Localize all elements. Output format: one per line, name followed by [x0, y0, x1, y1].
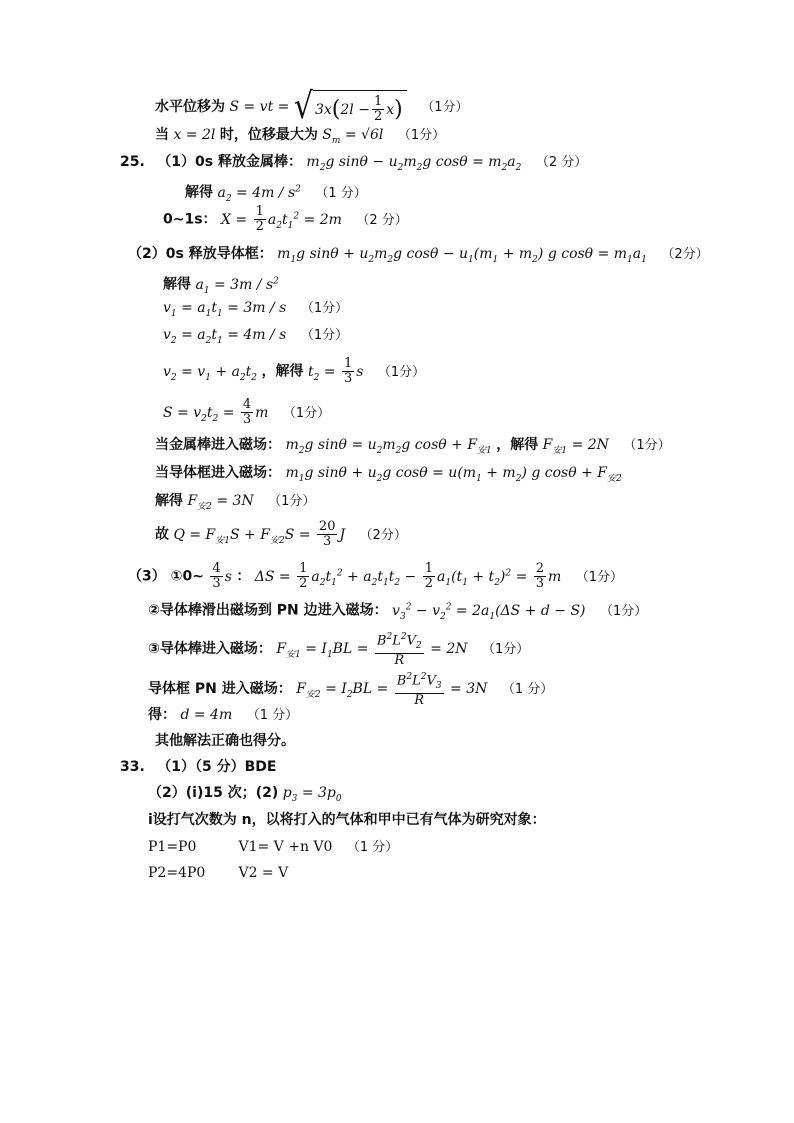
line-33-1 — [120, 758, 276, 776]
line-frame-force — [148, 670, 553, 708]
math-formula: $F_{安2} = I_2BL$ = $\frac{B^2L^2V_3}{R}$ = 3N — [296, 672, 488, 708]
math-formula: $F_{安2} = 3N$ — [187, 493, 254, 512]
text: （2）0s 释放导体框： — [128, 246, 273, 262]
text: 解得 — [163, 276, 191, 293]
math-formula: $v_3^2 - v_2^2 = 2a_1(\Delta S + d - S)$ — [392, 602, 586, 622]
line-t2 — [163, 357, 425, 386]
math-formula: $a_2 = 4m / s^2$ — [217, 184, 301, 204]
text: ③导体棒进入磁场： — [148, 640, 272, 657]
line-rod-force — [148, 630, 529, 668]
math-formula: $F_{安1} = I_1BL$ = $\frac{B^2L^2V_2}{R}$ = 2N — [276, 632, 468, 668]
text: ： — [236, 568, 251, 585]
math-formula: $\frac{4}{3}$ s — [212, 561, 232, 591]
line-Q — [155, 520, 407, 549]
math-formula: $a_1 = 3m / s^2$ — [195, 276, 279, 296]
text: 解得 — [155, 493, 183, 509]
math-formula: $Q = F_{安1}S + F_{安2}S$ = $\frac{20}{3}$ J — [173, 519, 346, 549]
text: （3） ①0~ — [128, 568, 204, 585]
line-25-2 — [128, 245, 709, 269]
points: （1 分） — [246, 708, 299, 723]
math-formula: $v_2 = v_1 + a_2t_2$ — [163, 363, 258, 383]
line-max-displacement — [155, 126, 445, 150]
text: 水平位移为 — [155, 99, 225, 115]
math-formula: $S_m = √6l$ — [322, 127, 384, 146]
line-rod-exits — [148, 598, 647, 625]
math-formula: $v_1 = a_1t_1 = 3m / s$ — [163, 300, 287, 319]
points: （1分） — [300, 301, 349, 316]
line-S — [163, 398, 330, 427]
line-state1 — [148, 838, 398, 857]
points: （2 分） — [535, 155, 588, 170]
math-formula: d = 4m — [180, 707, 233, 723]
text: 导体框 PN 进入磁场： — [148, 680, 292, 697]
math-formula: S = vt = √ 3x ( 2l − $\frac{1}{2}$ x ) — [229, 99, 411, 115]
text: P1=P0 — [148, 839, 197, 855]
text: 故 — [155, 526, 169, 543]
points: （1 分） — [501, 681, 554, 697]
question-number: 25. — [120, 154, 145, 170]
text: ⅰ设打气次数为 n，以将打入的气体和甲中已有气体为研究对象： — [148, 812, 546, 828]
line-solve-a2 — [185, 180, 367, 207]
math-formula: $F_{安1} = 2N$ — [542, 437, 609, 456]
points: （1分） — [575, 569, 624, 585]
math-formula: x = 2l — [173, 127, 216, 143]
points: （1分） — [377, 364, 426, 380]
line-rod-enters — [155, 436, 671, 460]
text: V1= V +n V0 — [238, 839, 333, 855]
points: （1分） — [397, 128, 446, 143]
points: （1分） — [421, 100, 469, 115]
text: 其他解法正确也得分。 — [155, 733, 295, 749]
line-33-2 — [148, 784, 342, 808]
points: （1分） — [623, 438, 671, 453]
line-horizontal-displacement — [155, 85, 469, 128]
text: P2=4P0 — [148, 865, 206, 881]
math-formula: ΔS = $\frac{1}{2}$ $a_2t_1^2 + a_2t_1t_2$ − $\frac{1}{2}$ $a_1(t_1 + t_2)^2$ = $\frac{2}{3}$ m — [254, 561, 562, 591]
text: 当 — [155, 127, 169, 143]
points: （2分） — [359, 527, 407, 543]
line-solve-a1 — [163, 272, 279, 299]
text: ②导体棒滑出磁场到 PN 边进入磁场： — [148, 602, 388, 619]
points: （1分） — [599, 603, 648, 619]
points: （1分） — [282, 405, 331, 421]
question-number: 33. — [120, 759, 145, 775]
text: 当导体框进入磁场： — [155, 465, 281, 481]
line-state2 — [148, 864, 288, 882]
text: 得： — [148, 707, 176, 723]
line-frame-enters — [155, 464, 622, 488]
line-0-1s — [163, 205, 408, 234]
line-v2 — [163, 326, 348, 350]
line-25-1 — [120, 153, 587, 177]
points: （1 分） — [315, 185, 367, 201]
text: （1）0s 释放金属棒： — [157, 154, 302, 170]
math-formula: $p_3 = 3p_0$ — [282, 785, 342, 804]
line-setup — [148, 811, 546, 829]
text: ，解得 — [261, 363, 304, 380]
math-formula: $m_2g$ $\sin\theta - u_2m_2g$ $\cos\theta = m_2a_2$ — [306, 154, 522, 173]
math-formula: X = $\frac{1}{2}$ $a_2t_1^2 = 2m$ — [221, 204, 342, 234]
text: ，解得 — [496, 437, 539, 453]
points: （1分） — [481, 641, 530, 657]
line-d — [148, 706, 298, 725]
math-formula: $m_2g$ $\sin\theta = u_2m_2g$ $\cos\theta + F_{安1}$ — [285, 437, 492, 456]
text: 0~1s： — [163, 211, 217, 228]
text: 当金属棒进入磁场： — [155, 437, 281, 453]
points: （1分） — [300, 328, 349, 343]
math-formula: $m_1g$ $\sin\theta + u_2m_2g$ $\cos\theta - u_1(m_1 + m_2)$ g $\cos\theta = m_1a_1$ — [277, 246, 647, 265]
math-formula: $S = v_2t_2$ = $\frac{4}{3}$ m — [163, 397, 269, 427]
text: （1）（5 分）BDE — [157, 759, 277, 775]
points: （1分） — [268, 494, 316, 509]
points: （2 分） — [356, 212, 408, 228]
text: （2）(i)15 次；(2) — [148, 785, 279, 801]
points: （1 分） — [346, 840, 399, 855]
line-v1 — [163, 299, 348, 323]
line-other-methods — [155, 732, 295, 750]
line-F2 — [155, 492, 315, 516]
text: 解得 — [185, 184, 213, 201]
math-formula: $t_2$ = $\frac{1}{3}$ s — [307, 356, 364, 386]
math-formula: $v_2 = a_2t_1 = 4m / s$ — [163, 327, 287, 346]
text: 时，位移最大为 — [219, 127, 318, 143]
points: （2分） — [661, 247, 709, 262]
line-25-3 — [128, 562, 623, 591]
text: V2 = V — [238, 865, 289, 881]
math-formula: $m_1g$ $\sin\theta + u_2g$ $\cos\theta = u(m_1 + m_2)$ g $\cos\theta + F_{安2}$ — [285, 465, 622, 484]
